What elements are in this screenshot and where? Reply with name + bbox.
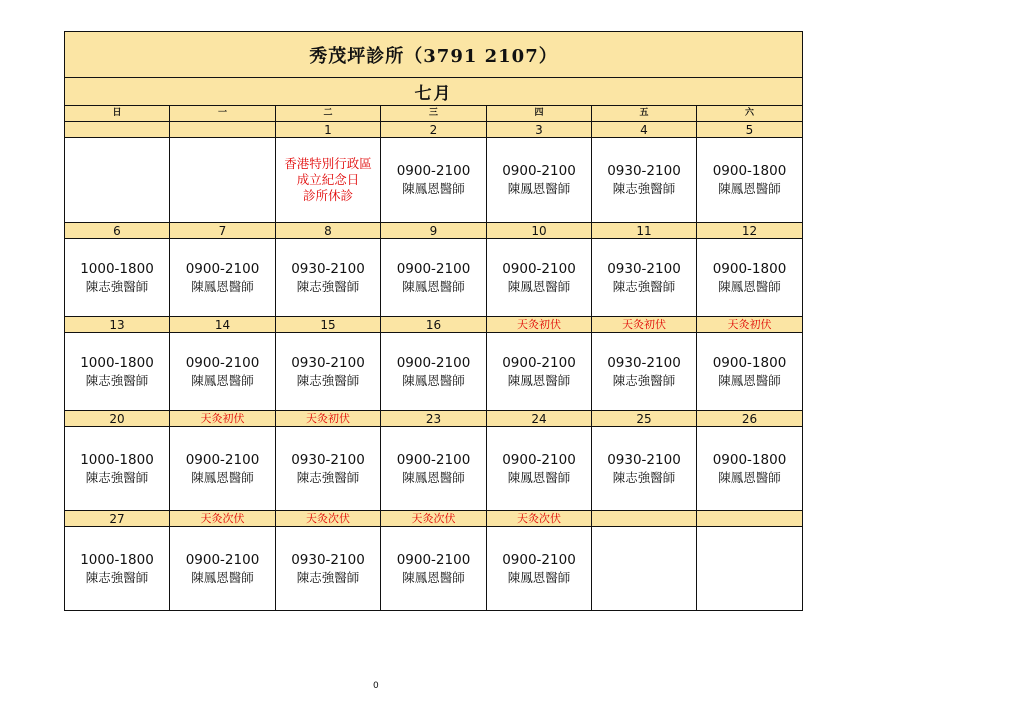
clinic-hours: 0930-2100 [607, 451, 681, 468]
doctor-name: 陳鳳恩醫師 [718, 181, 781, 196]
day-cell [381, 333, 487, 411]
date-number: 1 [276, 122, 381, 138]
clinic-hours: 0900-1800 [712, 260, 787, 277]
date-number: 23 [381, 411, 487, 427]
clinic-hours: 0900-2100 [185, 354, 260, 371]
day-cell [381, 239, 487, 317]
date-row [65, 317, 803, 333]
day-cell [697, 138, 803, 223]
date-number: 26 [697, 411, 803, 427]
doctor-name: 陳鳳恩醫師 [507, 569, 571, 585]
date-number: 20 [65, 411, 170, 427]
day-cell [276, 239, 381, 317]
acupoint-note: 天灸次伏 [487, 511, 592, 527]
day-cell [65, 527, 170, 611]
day-cell [276, 427, 381, 511]
page-number: 0 [373, 681, 379, 691]
day-cell [592, 333, 697, 411]
acupoint-note: 天灸次伏 [170, 511, 276, 527]
date-number [697, 511, 803, 527]
doctor-name: 陳志強醫師 [612, 372, 676, 388]
schedule-row [65, 138, 803, 223]
doctor-name: 陳鳳恩醫師 [402, 569, 465, 585]
doctor-name: 陳鳳恩醫師 [507, 181, 571, 196]
day-cell [487, 527, 592, 611]
weekday-fri: 五 [592, 106, 697, 122]
doctor-name: 陳鳳恩醫師 [191, 278, 254, 294]
schedule-row [65, 427, 803, 511]
acupoint-note: 天灸次伏 [381, 511, 487, 527]
date-number: 8 [276, 223, 381, 239]
doctor-name: 陳鳳恩醫師 [402, 181, 465, 196]
schedule-row [65, 333, 803, 411]
date-number [592, 511, 697, 527]
clinic-hours: 0900-2100 [502, 163, 576, 179]
clinic-hours: 0900-2100 [396, 163, 471, 179]
clinic-hours: 1000-1800 [80, 354, 154, 371]
schedule-row [65, 527, 803, 611]
day-cell [487, 138, 592, 223]
acupoint-note: 天灸初伏 [487, 317, 592, 333]
doctor-name: 陳鳳恩醫師 [507, 372, 571, 388]
month-title: 七月 [65, 78, 803, 106]
date-number: 10 [487, 223, 592, 239]
day-cell [65, 333, 170, 411]
day-cell [65, 239, 170, 317]
date-number: 15 [276, 317, 381, 333]
month-row [65, 78, 803, 106]
weekday-tue: 二 [276, 106, 381, 122]
clinic-hours: 0930-2100 [607, 260, 681, 277]
schedule-row [65, 239, 803, 317]
clinic-hours: 0900-2100 [396, 260, 471, 277]
date-number: 24 [487, 411, 592, 427]
weekday-mon: 一 [170, 106, 276, 122]
clinic-hours: 0900-1800 [712, 451, 787, 468]
day-cell [276, 138, 381, 223]
day-cell [592, 527, 697, 611]
clinic-hours: 0900-2100 [396, 551, 471, 568]
acupoint-note: 天灸初伏 [592, 317, 697, 333]
day-cell [487, 427, 592, 511]
holiday-notice: 成立紀念日 [296, 172, 360, 187]
date-number: 13 [65, 317, 170, 333]
date-number: 9 [381, 223, 487, 239]
clinic-hours: 0900-2100 [185, 260, 260, 277]
clinic-hours: 0900-1800 [712, 354, 787, 371]
day-cell [170, 427, 276, 511]
day-cell [65, 427, 170, 511]
doctor-name: 陳鳳恩醫師 [507, 278, 571, 294]
doctor-name: 陳志強醫師 [296, 569, 360, 585]
clinic-hours: 0900-2100 [185, 551, 260, 568]
doctor-name: 陳鳳恩醫師 [402, 372, 465, 388]
clinic-hours: 0900-2100 [396, 354, 471, 371]
doctor-name: 陳鳳恩醫師 [402, 469, 465, 485]
weekday-sat: 六 [697, 106, 803, 122]
acupoint-note: 天灸初伏 [276, 411, 381, 427]
doctor-name: 陳志強醫師 [612, 278, 676, 294]
weekday-wed: 三 [381, 106, 487, 122]
holiday-notice: 診所休診 [302, 188, 353, 203]
doctor-name: 陳志強醫師 [85, 469, 149, 485]
day-cell [381, 138, 487, 223]
day-cell [697, 427, 803, 511]
date-number: 27 [65, 511, 170, 527]
day-cell [381, 427, 487, 511]
day-cell [592, 239, 697, 317]
doctor-name: 陳志強醫師 [612, 469, 676, 485]
doctor-name: 陳鳳恩醫師 [402, 278, 465, 294]
day-cell [276, 527, 381, 611]
date-number: 14 [170, 317, 276, 333]
clinic-hours: 1000-1800 [80, 260, 154, 277]
doctor-name: 陳鳳恩醫師 [191, 372, 254, 388]
doctor-name: 陳志強醫師 [85, 372, 149, 388]
date-row [65, 223, 803, 239]
date-row [65, 411, 803, 427]
date-number: 3 [487, 122, 592, 138]
weekday-sun: 日 [65, 106, 170, 122]
day-cell [592, 138, 697, 223]
date-number: 16 [381, 317, 487, 333]
doctor-name: 陳鳳恩醫師 [507, 469, 571, 485]
doctor-name: 陳鳳恩醫師 [718, 372, 781, 388]
clinic-hours: 0900-2100 [502, 551, 576, 568]
doctor-name: 陳鳳恩醫師 [191, 469, 254, 485]
clinic-hours: 0900-2100 [502, 260, 576, 277]
clinic-title: 秀茂坪診所（3791 2107） [65, 32, 803, 78]
date-number: 6 [65, 223, 170, 239]
doctor-name: 陳鳳恩醫師 [718, 469, 781, 485]
clinic-calendar [64, 31, 803, 611]
day-cell [697, 527, 803, 611]
day-cell [170, 333, 276, 411]
day-cell [487, 239, 592, 317]
day-cell [276, 333, 381, 411]
doctor-name: 陳志強醫師 [296, 278, 360, 294]
weekday-header-row [65, 106, 803, 122]
clinic-hours: 0900-2100 [502, 451, 576, 468]
day-cell [592, 427, 697, 511]
clinic-hours: 0900-2100 [396, 451, 471, 468]
clinic-hours: 0930-2100 [291, 551, 365, 568]
clinic-hours: 0930-2100 [291, 260, 365, 277]
day-cell [170, 138, 276, 223]
date-number [170, 122, 276, 138]
date-row [65, 511, 803, 527]
title-row [65, 32, 803, 78]
clinic-hours: 0930-2100 [291, 451, 365, 468]
date-row [65, 122, 803, 138]
day-cell [697, 239, 803, 317]
clinic-hours: 0930-2100 [607, 163, 681, 179]
doctor-name: 陳志強醫師 [296, 372, 360, 388]
clinic-hours: 0900-1800 [712, 163, 787, 179]
doctor-name: 陳志強醫師 [85, 569, 149, 585]
holiday-notice: 香港特別行政區 [284, 156, 372, 171]
doctor-name: 陳志強醫師 [85, 278, 149, 294]
date-number: 5 [697, 122, 803, 138]
date-number: 12 [697, 223, 803, 239]
day-cell [381, 527, 487, 611]
clinic-hours: 0900-2100 [502, 354, 576, 371]
clinic-hours: 1000-1800 [80, 451, 154, 468]
doctor-name: 陳鳳恩醫師 [191, 569, 254, 585]
acupoint-note: 天灸初伏 [170, 411, 276, 427]
date-number: 2 [381, 122, 487, 138]
day-cell [170, 527, 276, 611]
weekday-thu: 四 [487, 106, 592, 122]
date-number: 11 [592, 223, 697, 239]
day-cell [697, 333, 803, 411]
clinic-hours: 0930-2100 [291, 354, 365, 371]
doctor-name: 陳志強醫師 [296, 469, 360, 485]
day-cell [487, 333, 592, 411]
clinic-hours: 1000-1800 [80, 551, 154, 568]
date-number: 7 [170, 223, 276, 239]
day-cell [170, 239, 276, 317]
date-number [65, 122, 170, 138]
clinic-hours: 0930-2100 [607, 354, 681, 371]
acupoint-note: 天灸初伏 [697, 317, 803, 333]
date-number: 4 [592, 122, 697, 138]
doctor-name: 陳鳳恩醫師 [718, 278, 781, 294]
acupoint-note: 天灸次伏 [276, 511, 381, 527]
day-cell [65, 138, 170, 223]
doctor-name: 陳志強醫師 [612, 181, 676, 196]
clinic-hours: 0900-2100 [185, 451, 260, 468]
date-number: 25 [592, 411, 697, 427]
